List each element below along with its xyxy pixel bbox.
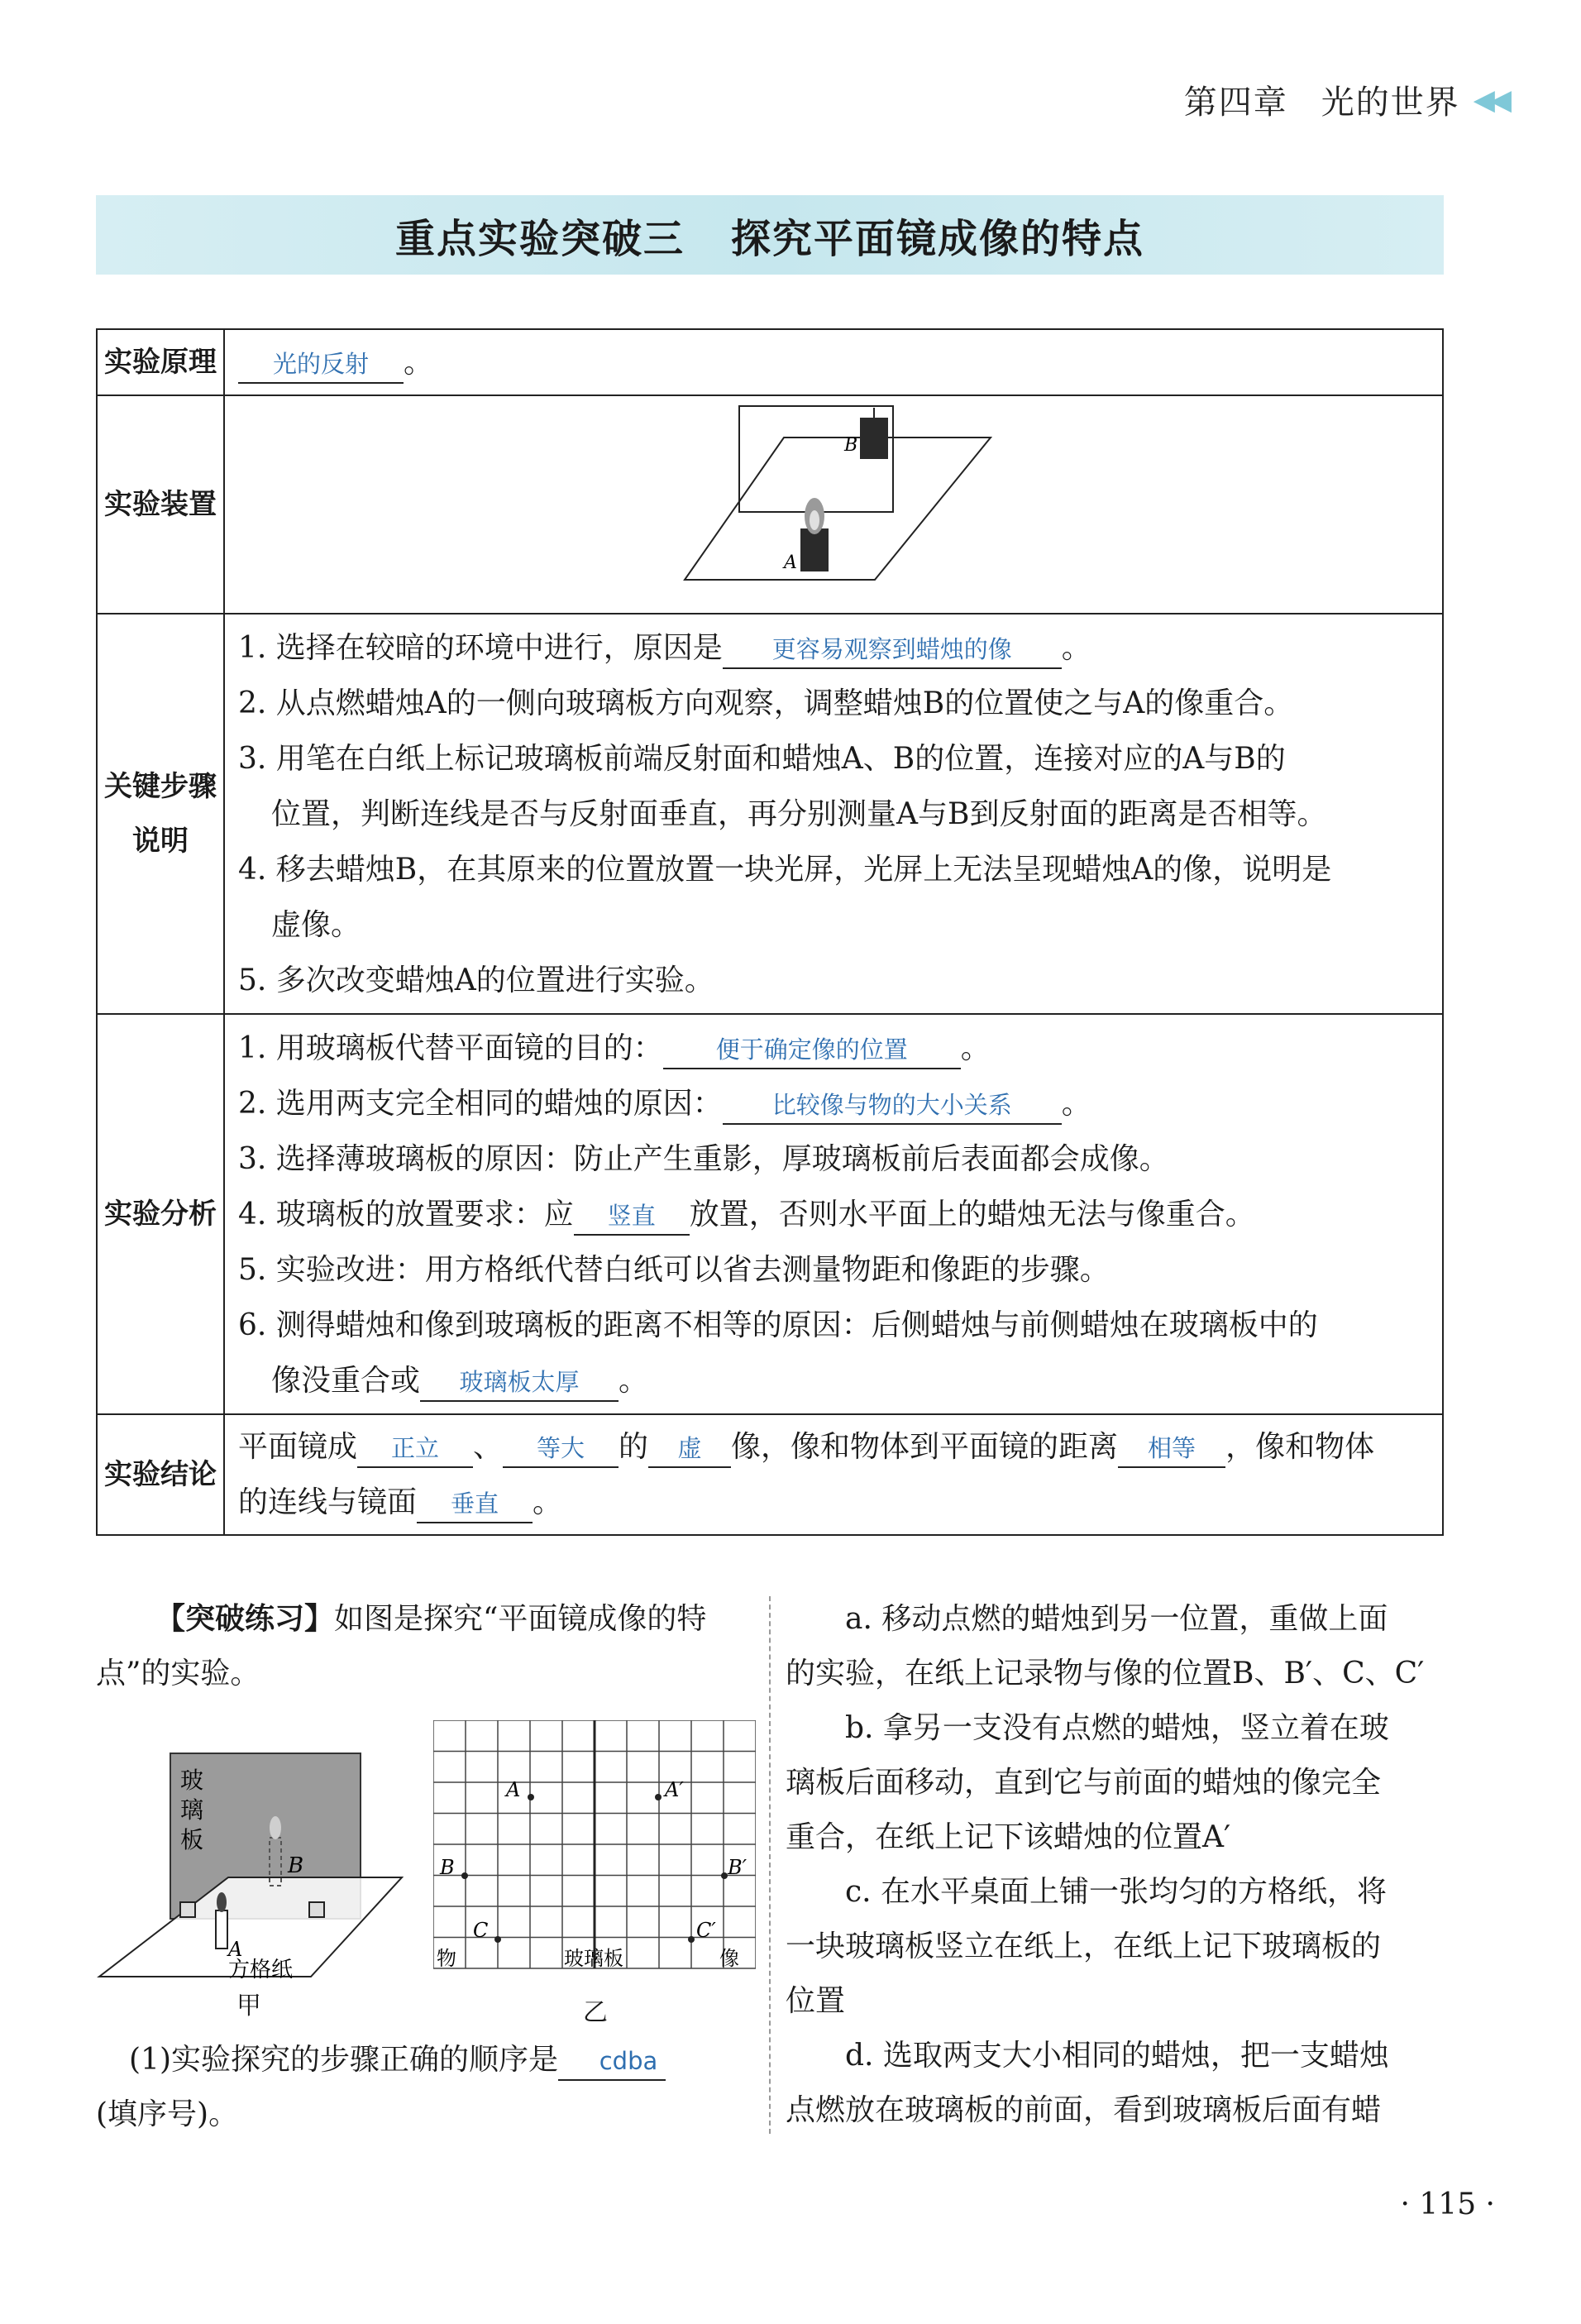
section-banner [96, 195, 1444, 275]
stand-right [309, 1902, 324, 1917]
label-image: 像 [719, 1947, 739, 1970]
step-1 [238, 620, 1429, 676]
flame-icon-small [217, 1892, 227, 1912]
option-b-line3: 重合，在纸上记下该蜡烛的位置A′ [786, 1820, 1231, 1854]
analysis-6a: 6. 测得蜡烛和像到玻璃板的距离不相等的原因：后侧蜡烛与前侧蜡烛在玻璃板中的 [238, 1308, 1318, 1342]
exercise-intro-1: 如图是探究“平面镜成像的特 [334, 1602, 707, 1636]
analysis-1-text: 1. 用玻璃板代替平面镜的目的： [238, 1030, 663, 1065]
conclusion-t6: 的连线与镜面 [238, 1485, 418, 1519]
conclusion-answer-3: 虚 [648, 1430, 731, 1468]
question-1-end: (填序号)。 [96, 2097, 239, 2131]
analysis-6b-answer: 玻璃板太厚 [420, 1364, 619, 1402]
paper-plane [685, 438, 991, 580]
conclusion-answer-4: 相等 [1118, 1430, 1225, 1468]
fig-jia-label-a: A [228, 1938, 243, 1961]
steps-label-line2: 说明 [132, 825, 189, 858]
conclusion-t1: 平面镜成 [238, 1430, 358, 1464]
conclusion-t4: 像，像和物体到平面镜的距离 [731, 1430, 1119, 1464]
analysis-label: 实验分析 [97, 1014, 224, 1414]
analysis-4-text: 4. 玻璃板的放置要求：应 [238, 1197, 574, 1231]
glass-label-3: 板 [180, 1826, 204, 1853]
candle-a-small [216, 1910, 227, 1949]
point-b [461, 1872, 468, 1879]
analysis-1-answer: 便于确定像的位置 [663, 1031, 961, 1069]
question-1-answer: cdba [558, 2043, 666, 2081]
steps-label [97, 614, 224, 1014]
step-4a: 4. 移去蜡烛B，在其原来的位置放置一块光屏，光屏上无法呈现蜡烛A的像，说明是 [238, 852, 1332, 887]
candle-a [800, 528, 829, 571]
point-b-prime [721, 1872, 728, 1879]
apparatus-label: 实验装置 [97, 395, 224, 614]
analysis-2 [238, 1076, 1429, 1131]
step-3a: 3. 用笔在白纸上标记玻璃板前端反射面和蜡烛A、B的位置，连接对应的A与B的 [238, 741, 1286, 776]
analysis-2-text: 2. 选用两支完全相同的蜡烛的原因： [238, 1086, 723, 1121]
label-glass: 玻璃板 [564, 1947, 623, 1970]
page-number: · 115 · [1400, 2188, 1495, 2221]
apparatus-content [224, 395, 1443, 614]
flame-image-icon [270, 1816, 281, 1839]
glass-label-2: 璃 [180, 1796, 204, 1824]
column-divider [769, 1596, 771, 2134]
steps-content [224, 614, 1443, 1014]
analysis-3: 3. 选择薄玻璃板的原因：防止产生重影，厚玻璃板前后表面都会成像。 [238, 1141, 1169, 1176]
option-c-line1: c. 在水平桌面上铺一张均匀的方格纸，将 [845, 1875, 1388, 1909]
principle-label: 实验原理 [97, 329, 224, 395]
analysis-2-answer: 比较像与物的大小关系 [723, 1087, 1062, 1125]
point-c-prime [688, 1936, 695, 1943]
label-c-grid: C [473, 1919, 489, 1942]
analysis-content [224, 1014, 1443, 1414]
principle-answer: 光的反射 [238, 346, 404, 384]
analysis-5: 5. 实验改进：用方格纸代替白纸可以省去测量物距和像距的步骤。 [238, 1252, 1110, 1287]
step-3b: 位置，判断连线是否与反射面垂直，再分别测量A与B到反射面的距离是否相等。 [271, 796, 1327, 831]
fig-jia-label-b: B [288, 1853, 304, 1878]
conclusion-t3: 的 [619, 1430, 649, 1464]
label-b-prime-grid: B′ [728, 1856, 748, 1879]
analysis-6b-end: 。 [619, 1363, 649, 1398]
conclusion-line1 [238, 1419, 1429, 1475]
stand-left [180, 1902, 195, 1917]
conclusion-content [224, 1414, 1443, 1535]
figure-jia-caption: 甲 [236, 1992, 261, 2020]
option-b-line2: 璃板后面移动，直到它与前面的蜡烛的像完全 [786, 1766, 1382, 1800]
exercise-intro [96, 1592, 757, 1647]
option-d-line1: d. 选取两支大小相同的蜡烛，把一支蜡烛 [845, 2039, 1389, 2073]
chapter-header [1184, 76, 1507, 123]
exercise-tag: 【突破练习】 [155, 1602, 335, 1636]
conclusion-t5: ，像和物体 [1225, 1430, 1375, 1464]
steps-label-line1: 关键步骤 [104, 770, 217, 803]
label-a: A [784, 552, 797, 573]
label-b: B [844, 435, 858, 456]
options-column [786, 1592, 1447, 2138]
figure-jia [96, 1745, 427, 2018]
point-a-prime [655, 1794, 662, 1800]
principle-content [224, 329, 1443, 395]
glass-label-1: 玻 [180, 1767, 204, 1794]
apparatus-diagram [238, 396, 1429, 595]
question-1 [96, 2033, 757, 2142]
banner-part2: 探究平面镜成像的特点 [731, 215, 1145, 262]
chapter-number: 第四章 [1183, 84, 1288, 122]
analysis-1 [238, 1021, 1429, 1076]
option-a-line1: a. 移动点燃的蜡烛到另一位置，重做上面 [845, 1602, 1388, 1636]
exercise-intro-2: 点”的实验。 [96, 1657, 260, 1690]
point-a [528, 1794, 534, 1800]
flame-core [810, 510, 819, 530]
figure-yi-caption: 乙 [583, 1998, 608, 2027]
figure-yi [433, 1720, 756, 1985]
analysis-4-end: 放置，否则水平面上的蜡烛无法与像重合。 [689, 1197, 1255, 1231]
option-c-line2: 一块玻璃板竖立在纸上，在纸上记下玻璃板的 [786, 1929, 1382, 1963]
principle-end: 。 [404, 345, 434, 380]
step-2: 2. 从点燃蜡烛A的一侧向玻璃板方向观察，调整蜡烛B的位置使之与A的像重合。 [238, 686, 1294, 720]
experiment-table [96, 328, 1444, 1536]
chapter-title: 光的世界 [1321, 84, 1460, 122]
conclusion-line2 [238, 1475, 1429, 1530]
analysis-6b [238, 1353, 1429, 1408]
analysis-4-answer: 竖直 [574, 1198, 690, 1236]
banner-part1: 重点实验突破三 [394, 215, 685, 262]
analysis-6b-text: 像没重合或 [271, 1363, 421, 1398]
analysis-1-end: 。 [960, 1030, 991, 1065]
step-1-answer: 更容易观察到蜡烛的像 [723, 631, 1062, 669]
option-c-line3: 位置 [786, 1984, 846, 2018]
conclusion-answer-1: 正立 [357, 1430, 473, 1468]
double-arrow-icon: ◀◀ [1473, 83, 1507, 117]
step-1-text: 1. 选择在较暗的环境中进行，原因是 [238, 630, 723, 665]
analysis-2-end: 。 [1061, 1086, 1091, 1121]
conclusion-t7: 。 [533, 1485, 563, 1519]
question-1-text: (1)实验探究的步骤正确的顺序是 [129, 2043, 558, 2077]
option-d-line2: 点燃放在玻璃板的前面，看到玻璃板后面有蜡 [786, 2093, 1382, 2127]
label-a-prime-grid: A′ [665, 1778, 684, 1801]
exercise-section [96, 1592, 757, 1701]
analysis-4 [238, 1187, 1429, 1242]
step-4b: 虚像。 [271, 907, 361, 942]
label-object: 物 [437, 1947, 456, 1970]
label-b-grid: B [440, 1856, 455, 1879]
candle-b [860, 418, 888, 459]
conclusion-answer-2: 等大 [503, 1430, 619, 1468]
grid-paper-label: 方格纸 [228, 1958, 294, 1982]
conclusion-t2: 、 [473, 1430, 504, 1464]
point-c [494, 1936, 501, 1943]
conclusion-label: 实验结论 [97, 1414, 224, 1535]
option-a-line2: 的实验，在纸上记录物与像的位置B、B′、C、C′ [786, 1657, 1425, 1690]
label-a-grid: A [506, 1778, 521, 1801]
question-1-line1 [96, 2033, 757, 2087]
step-5: 5. 多次改变蜡烛A的位置进行实验。 [238, 963, 714, 997]
label-c-prime-grid: C′ [696, 1919, 716, 1942]
option-b-line1: b. 拿另一支没有点燃的蜡烛，竖立着在玻 [845, 1711, 1389, 1745]
step-1-end: 。 [1061, 630, 1091, 665]
conclusion-answer-5: 垂直 [417, 1485, 533, 1523]
